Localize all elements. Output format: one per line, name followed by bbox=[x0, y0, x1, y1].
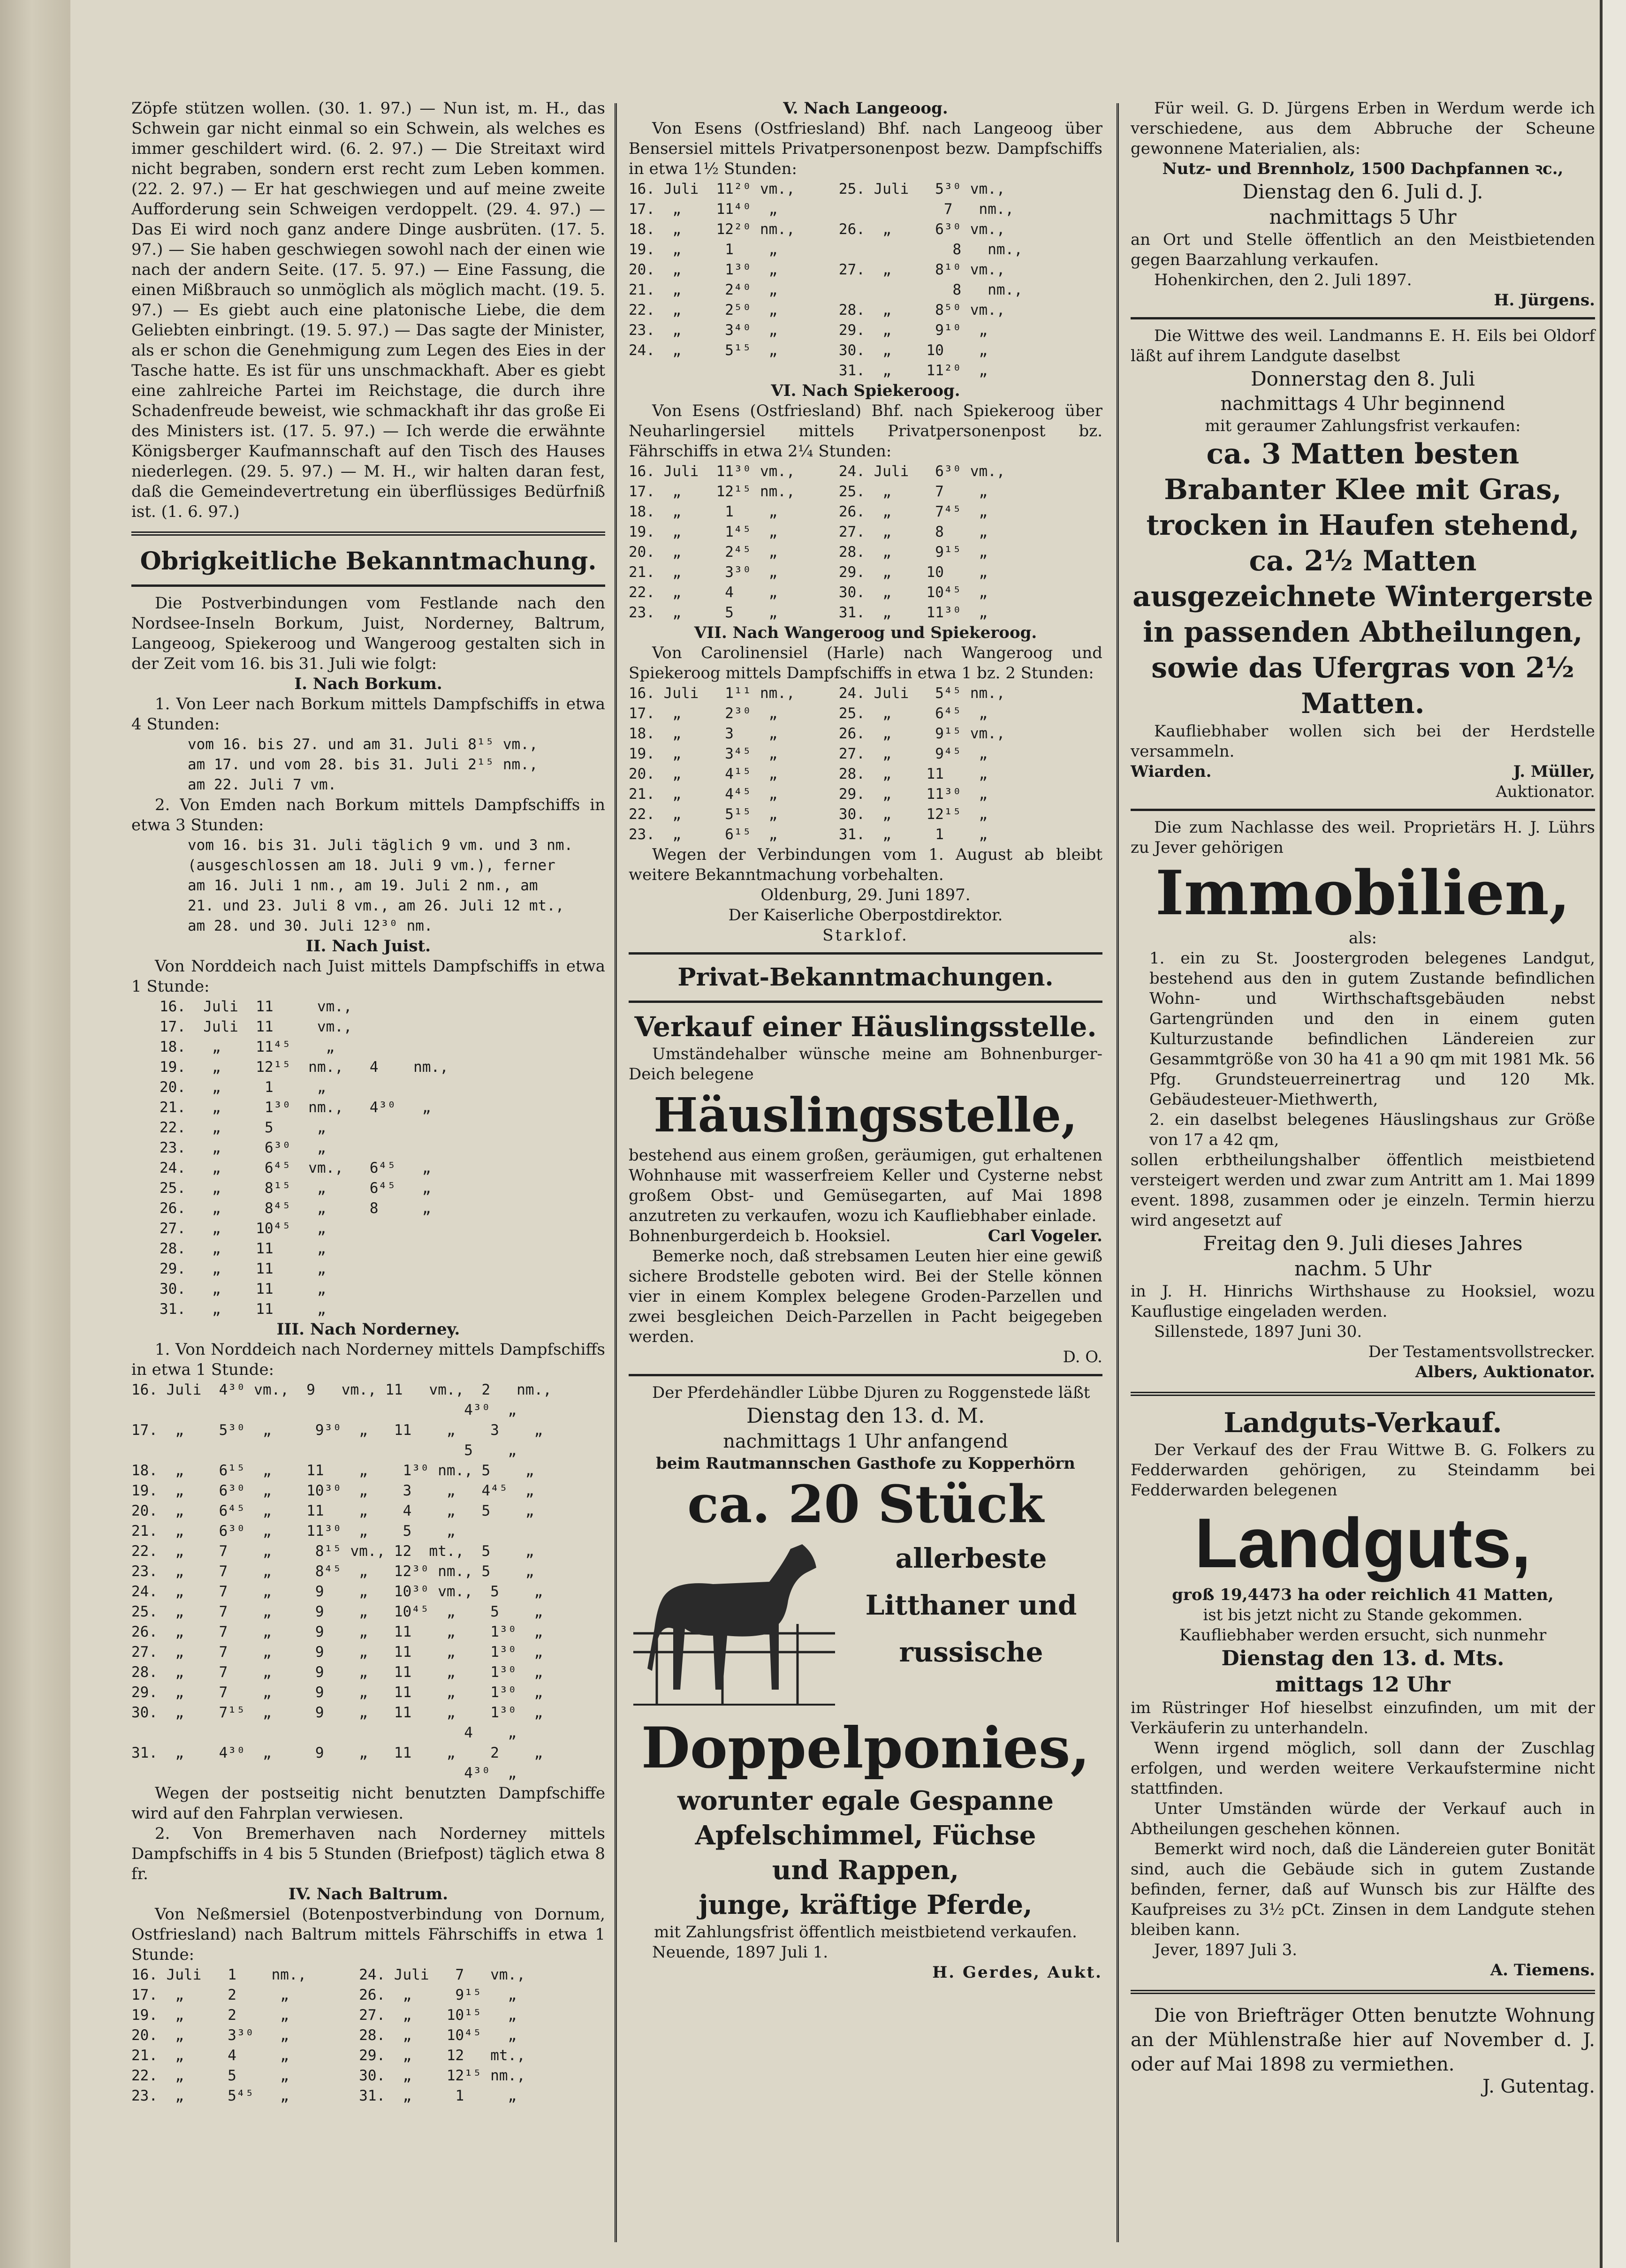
ad-signature: H. Gerdes, Aukt. bbox=[932, 1963, 1102, 1982]
ad-signature: D. O. bbox=[1063, 1348, 1102, 1366]
section-title-spiekeroog: VI. Nach Spiekeroog. bbox=[771, 381, 960, 400]
ad-text: ist bis jetzt nicht zu Stande gekommen. bbox=[1203, 1606, 1523, 1624]
book-binding bbox=[0, 0, 70, 2268]
section-title-langeoog: V. Nach Langeoog. bbox=[783, 99, 948, 118]
ad-text: im Rüstringer Hof hieselbst einzufinden, um mit der Verkäuferin zu unterhandeln. bbox=[1131, 1699, 1595, 1737]
note-text: Wegen der Verbindungen vom 1. August ab bleibt weitere Bekanntmachung vorbehalten. bbox=[629, 845, 1102, 884]
ad-place: Jever, 1897 Juli 3. bbox=[1154, 1941, 1298, 1959]
schedule-table: 16. Juli 11²⁰ vm., 25. Juli 5³⁰ vm., 17. „ 11⁴⁰ „ 7 nm., 18. „ 12²⁰ nm., 26. „ 6³⁰ vm., 19. „ 1 „ 8 nm., 20. „ 1³⁰ „ 27. „ 8¹⁰ vm., 21. „ 2⁴⁰ „ 8 nm., 22. „ 2⁵⁰ „ 28. „ 8⁵⁰ vm., 23. „ 3⁴⁰ „ 29. „ 9¹⁰ „ 24. „ 5¹⁵ „ 30. „ 10 „ 31. „ 11²⁰ „ bbox=[629, 181, 1023, 379]
ad-text: als: bbox=[1348, 929, 1377, 948]
schedule-table: 16. Juli 4³⁰ vm., 9 vm., 11 vm., 2 nm., 4³⁰ „ 17. „ 5³⁰ „ 9³⁰ „ 11 „ 3 „ 5 „ 18. „ 6¹⁵ „ 11 „ 1³⁰ nm., 5 „ 19. „ 6³⁰ „ 10³⁰ „ 3 „ 4⁴⁵ „ 20. „ 6⁴⁵ „ 11 „ 4 „ 5 „ 21. „ 6³⁰ „ 11³⁰ „ 5 „ 22. „ 7 „ 8¹⁵ vm., 12 mt., 5 „ 23. „ 7 „ 8⁴⁵ „ 12³⁰ nm., 5 „ 24. „ 7 „ 9 „ 10³⁰ vm., 5 „ 25. „ 7 „ 9 „ 10⁴⁵ „ 5 „ 26. „ 7 „ 9 „ 11 „ 1³⁰ „ 27. „ 7 „ 9 „ 11 „ 1³⁰ „ 28. „ 7 „ 9 „ 11 „ 1³⁰ „ 29. „ 7 „ 9 „ 11 „ 1³⁰ „ 30. „ 7¹⁵ „ 9 „ 11 „ 1³⁰ „ 4 „ 31. „ 4³⁰ „ 9 „ 11 „ 2 „ 4³⁰ „ bbox=[131, 1381, 552, 1782]
ad-date: Donnerstag den 8. Juli bbox=[1250, 367, 1475, 390]
official-signature: Starklof. bbox=[822, 926, 909, 945]
note-text: Wegen der postseitig nicht benutzten Dampfschiffe wird auf den Fahrplan verwiesen. bbox=[131, 1784, 605, 1823]
section-title-juist: II. Nach Juist. bbox=[305, 937, 431, 956]
column-rule bbox=[1117, 103, 1119, 2242]
section-title-wangeroog: VII. Nach Wangeroog und Spiekeroog. bbox=[694, 623, 1037, 642]
ad-signature: J. Gutentag. bbox=[1482, 2076, 1595, 2097]
ad-time: mittags 12 Uhr bbox=[1275, 1673, 1451, 1697]
quotes-paragraph: Zöpfe stützen wollen. (30. 1. 97.) — Nun ist, m. H., das Schwein gar nicht einmal so ein Schwein, als welches es immer geschildert wird. (6. 2. 97.) — Die Streitaxt wird nicht begraben, sondern erst recht zum Leben kommen. (22. 2. 97.) — Er hat geschwiegen und auf meine zweite Aufforderung sein Schweigen verdoppelt. (29. 4. 97.) — Das Ei wird noch ganz andere Dinge ausbrüten. (17. 5. 97.) — Sie haben geschwiegen sowohl nach der einen wie nach der andern Seite. (17. 5. 97.) — Eine Fassung, die einen Mißbrauch so unmöglich als möglich macht. (19. 5. 97.) — Es giebt auch eine platonische Liebe, die dem Geliebten einbringt. (19. 5. 97.) — Das sagte der Minister, als er schon die Genehmigung zum Legen des Eies in der Tasche hatte. Es ist für uns unschmackhaft. Aber es giebt eine zahlreiche Partei im Reichstage, die durch ihre Schadenfreude beweist, wie schmackhaft ihr das große Ei des Ministers ist. (17. 5. 97.) — Ich werde die erwähnte Königsberger Kaufmannschaft auf den Tisch des Hauses niederlegen. (29. 5. 97.) — M. H., wir halten daran fest, daß die Gemeindevertretung ein überflüssiges Bedürfniß ist. (1. 6. 97.) bbox=[131, 99, 605, 521]
section-title-borkum: I. Nach Borkum. bbox=[294, 675, 442, 693]
private-heading: Privat-Bekanntmachungen. bbox=[677, 963, 1054, 992]
route-text: Von Norddeich nach Juist mittels Dampfschiffs in etwa 1 Stunde: bbox=[131, 957, 605, 996]
ad-text: Umständehalber wünsche meine am Bohnenburger-Deich belegene bbox=[629, 1045, 1102, 1084]
route-text: 2. Von Emden nach Borkum mittels Dampfschiffs in etwa 3 Stunden: bbox=[131, 796, 605, 834]
schedule-text: vom 16. bis 31. Juli täglich 9 vm. und 3 nm. (ausgeschlossen am 18. Juli 9 vm.), ferner am 16. Juli 1 nm., am 19. Juli 2 nm., am 21. und 23. Juli 8 vm., am 26. Juli 12 mt., am 28. und 30. Juli 12³⁰ nm. bbox=[188, 837, 573, 934]
ad-text: Die Wittwe des weil. Landmanns E. H. Eils bei Oldorf läßt auf ihrem Landgute daselbst bbox=[1131, 326, 1595, 365]
ad-place: Wiarden. bbox=[1131, 762, 1212, 781]
ad-place: Neuende, 1897 Juli 1. bbox=[652, 1943, 828, 1962]
ad-text: bestehend aus einem großen, geräumigen, gut erhaltenen Wohnhause mit wasserfreiem Keller und Cysterne nebst großem Obst- und Gemüsegarten, auf Mai 1898 anzutreten zu verkaufen, wozu ich Kaufliebhaber einlade. bbox=[629, 1146, 1102, 1225]
official-heading: Obrigkeitliche Bekanntmachung. bbox=[140, 547, 597, 576]
divider bbox=[131, 584, 605, 587]
authority: Der Kaiserliche Oberpostdirektor. bbox=[728, 906, 1003, 925]
divider bbox=[131, 531, 605, 536]
route-text: Von Carolinensiel (Harle) nach Wangeroog und Spiekeroog mittels Dampfschiffs in etwa 1 bz. 2 Stunden: bbox=[629, 644, 1102, 683]
route-text: Von Esens (Ostfriesland) Bhf. nach Spiekeroog über Neuharlingersiel mittels Privatpersonenpost bz. Fährschiffs in etwa 2¼ Stunden: bbox=[629, 402, 1102, 461]
route-text: 1. Von Norddeich nach Norderney mittels Dampfschiffs in etwa 1 Stunde: bbox=[131, 1340, 605, 1379]
ad-title: Landguts-Verkauf. bbox=[1223, 1407, 1502, 1439]
ad-time: nachmittags 5 Uhr bbox=[1269, 205, 1457, 228]
divider bbox=[1131, 809, 1595, 811]
ad-text: mit geraumer Zahlungsfrist verkaufen: bbox=[1205, 417, 1521, 435]
ad-signature: H. Jürgens. bbox=[1494, 291, 1595, 310]
ad-line: allerbeste bbox=[895, 1542, 1047, 1574]
ad-text: Kaufliebhaber wollen sich bei der Herdstelle versammeln. bbox=[1131, 722, 1595, 761]
ad-signature: A. Tiemens. bbox=[1490, 1961, 1595, 1980]
schedule-text: vom 16. bis 27. und am 31. Juli 8¹⁵ vm., am 17. und vom 28. bis 31. Juli 2¹⁵ nm., am 22. Juli 7 vm. bbox=[188, 736, 538, 793]
ad-signature-title: Auktionator. bbox=[1496, 782, 1595, 801]
ad-signature: Albers, Auktionator. bbox=[1415, 1363, 1595, 1381]
ad-title: Verkauf einer Häuslingsstelle. bbox=[634, 1011, 1097, 1043]
ad-signature: J. Müller, bbox=[1513, 762, 1595, 781]
ad-horse-text bbox=[840, 1535, 1102, 1676]
ad-location: beim Rautmannschen Gasthofe zu Kopperhörn bbox=[656, 1454, 1075, 1473]
ad-date: Dienstag den 13. d. M. bbox=[746, 1404, 985, 1428]
ad-text: an Ort und Stelle öffentlich an den Meistbietenden gegen Baarzahlung verkaufen. bbox=[1131, 230, 1595, 269]
schedule-table: 16. Juli 11³⁰ vm., 24. Juli 6³⁰ vm., 17. „ 12¹⁵ nm., 25. „ 7 „ 18. „ 1 „ 26. „ 7⁴⁵ „ 19. „ 1⁴⁵ „ 27. „ 8 „ 20. „ 2⁴⁵ „ 28. „ 9¹⁵ „ 21. „ 3³⁰ „ 29. „ 10 „ 22. „ 4 „ 30. „ 10⁴⁵ „ 23. „ 5 „ 31. „ 11³⁰ „ bbox=[629, 463, 1005, 621]
horse-block bbox=[629, 1535, 1102, 1713]
ad-date: Dienstag den 13. d. Mts. bbox=[1221, 1646, 1504, 1670]
ad-text: groß 19,4473 ha oder reichlich 41 Matten, bbox=[1172, 1585, 1554, 1604]
section-title-baltrum: IV. Nach Baltrum. bbox=[288, 1885, 448, 1904]
route-text: 1. Von Leer nach Borkum mittels Dampfschiffs in etwa 4 Stunden: bbox=[131, 695, 605, 734]
column-rule bbox=[615, 103, 617, 2242]
divider bbox=[1131, 1392, 1595, 1396]
ad-line: worunter egale Gespanne bbox=[677, 1785, 1054, 1816]
ad-line: junge, kräftige Pferde, bbox=[699, 1889, 1033, 1920]
divider bbox=[629, 952, 1102, 955]
column-right bbox=[1131, 99, 1595, 2097]
divider bbox=[1131, 1990, 1595, 1994]
ad-text: Bemerkt wird noch, daß die Ländereien guter Bonität sind, auch die Gebäude sich in gutem Zustande befinden, ferner, daß auf Wunsch bis zur Hälfte des Kaufpreises zu 3½ pCt. Zinsen in dem Landgute stehen bleiben kann. bbox=[1131, 1840, 1595, 1939]
ad-text: Wenn irgend möglich, soll dann der Zuschlag erfolgen, und werden weitere Verkaufstermine nicht stattfinden. bbox=[1131, 1739, 1595, 1798]
ad-text: Der Pferdehändler Lübbe Djuren zu Roggenstede läßt bbox=[652, 1383, 1090, 1402]
ad-text: Der Verkauf des der Frau Wittwe B. G. Folkers zu Fedderwarden gehörigen, zu Steindamm bei Fedderwarden belegenen bbox=[1131, 1441, 1595, 1500]
ad-goods: Nutz- und Brennholz, 1500 Dachpfannen ꝛc., bbox=[1162, 159, 1564, 178]
schedule-table: 16. Juli 1¹¹ nm., 24. Juli 5⁴⁵ nm., 17. „ 2³⁰ „ 25. „ 6⁴⁵ „ 18. „ 3 „ 26. „ 9¹⁵ vm., 19. „ 3⁴⁵ „ 27. „ 9⁴⁵ „ 20. „ 4¹⁵ „ 28. „ 11 „ 21. „ 4⁴⁵ „ 29. „ 11³⁰ „ 22. „ 5¹⁵ „ 30. „ 12¹⁵ „ 23. „ 6¹⁵ „ 31. „ 1 „ bbox=[629, 685, 1005, 843]
ad-headline: Häuslingsstelle, bbox=[653, 1087, 1078, 1143]
ad-item: 1. ein zu St. Joostergroden belegenes Landgut, bestehend aus den in gutem Zustande befindlichen Wohn- und Wirthschaftsgebäuden nebst Gartengründen und den in einem guten Kulturzustande befindlichen Ländereien zur Gesammtgröße von 30 ha 41 a 90 qm mit 1981 Mk. 56 Pfg. Grundsteuerreinertrag und 120 Mk. Gebäudesteuer-Miethwerth, bbox=[1149, 949, 1595, 1109]
ad-line: russische bbox=[899, 1636, 1043, 1668]
ad-headline: Landguts, bbox=[1194, 1503, 1531, 1582]
ad-text: Bemerke noch, daß strebsamen Leuten hier eine gewiß sichere Brodstelle geboten wird. Bei der Stelle können vier in einem Komplex belegene Groden-Parzellen und zwei besgleichen Deich-Parzellen in Pacht beigegeben werden. bbox=[629, 1247, 1102, 1346]
ad-time: nachmittags 4 Uhr beginnend bbox=[1220, 393, 1505, 415]
ad-item: 2. ein daselbst belegenes Häuslingshaus zur Größe von 17 a 42 qm, bbox=[1149, 1110, 1595, 1149]
section-title-norderney: III. Nach Norderney. bbox=[276, 1320, 460, 1339]
ad-date: Freitag den 9. Juli dieses Jahres bbox=[1203, 1232, 1523, 1255]
ad-text: Kaufliebhaber werden ersucht, sich nunmehr bbox=[1179, 1626, 1547, 1645]
ad-line: und Rappen, bbox=[772, 1855, 959, 1886]
divider bbox=[1131, 317, 1595, 319]
ad-text: Die von Briefträger Otten benutzte Wohnung an der Mühlenstraße hier auf November d. J. oder auf Mai 1898 zu vermiethen. bbox=[1131, 2005, 1595, 2075]
ad-text: sollen erbtheilungshalber öffentlich meistbietend versteigert werden und zwar zum Antritt am 1. Mai 1899 event. 1898, zusammen oder je einzeln. Termin hierzu wird angesetzt auf bbox=[1131, 1151, 1595, 1230]
ad-signature: Carl Vogeler. bbox=[988, 1227, 1102, 1245]
route-text: Von Neßmersiel (Botenpostverbindung von Dornum, Ostfriesland) nach Baltrum mittels Fährschiffs in etwa 1 Stunde: bbox=[131, 1905, 605, 1964]
route-text: 2. Von Bremerhaven nach Norderney mittels Dampfschiffs in 4 bis 5 Stunden (Briefpost) täglich etwa 8 fr. bbox=[131, 1824, 605, 1883]
ad-place: Sillenstede, 1897 Juni 30. bbox=[1154, 1322, 1362, 1341]
page-content bbox=[108, 70, 1595, 2242]
column-middle bbox=[629, 99, 1102, 1983]
ad-headline: ca. 20 Stück bbox=[687, 1474, 1044, 1534]
ad-place: Hohenkirchen, den 2. Juli 1897. bbox=[1154, 271, 1412, 289]
column-left bbox=[131, 99, 605, 2106]
schedule-table: 16. Juli 1 nm., 24. Juli 7 vm., 17. „ 2 „ 26. „ 9¹⁵ „ 19. „ 2 „ 27. „ 10¹⁵ „ 20. „ 3³⁰ „ 28. „ 10⁴⁵ „ 21. „ 4 „ 29. „ 12 mt., 22. „ 5 „ 30. „ 12¹⁵ nm., 23. „ 5⁴⁵ „ 31. „ 1 „ bbox=[131, 1966, 525, 2104]
ad-date: Dienstag den 6. Juli d. J. bbox=[1242, 180, 1483, 203]
ad-line: Litthaner und bbox=[865, 1589, 1077, 1621]
ad-headline: Doppelponies, bbox=[641, 1715, 1090, 1781]
divider bbox=[629, 1001, 1102, 1003]
page-edge bbox=[1600, 0, 1626, 2268]
ad-headline: ca. 3 Matten besten Brabanter Klee mit Gras, trocken in Haufen stehend, ca. 2½ Matten ausgezeichnete Wintergerste in passenden Abtheilungen, sowie das Ufergras von 2½ Matten. bbox=[1132, 438, 1593, 720]
ad-text: Für weil. G. D. Jürgens Erben in Werdum werde ich verschiedene, aus dem Abbruche der Scheune gewonnene Materialien, als: bbox=[1131, 99, 1595, 158]
ad-headline: Immobilien, bbox=[1155, 857, 1571, 929]
schedule-table: 16. Juli 11 vm., 17. Juli 11 vm., 18. „ 11⁴⁵ „ 19. „ 12¹⁵ nm., 4 nm., 20. „ 1 „ 21. „ 1³⁰ nm., 4³⁰ „ 22. „ 5 „ 23. „ 6³⁰ „ 24. „ 6⁴⁵ vm., 6⁴⁵ „ 25. „ 8¹⁵ „ 6⁴⁵ „ 26. „ 8⁴⁵ „ 8 „ 27. „ 10⁴⁵ „ 28. „ 11 „ 29. „ 11 „ 30. „ 11 „ 31. „ 11 „ bbox=[160, 998, 448, 1318]
ad-text: Unter Umständen würde der Verkauf auch in Abtheilungen geschehen können. bbox=[1131, 1799, 1595, 1838]
ad-line: Apfelschimmel, Füchse bbox=[695, 1820, 1036, 1851]
ad-place: Bohnenburgerdeich b. Hooksiel. bbox=[629, 1227, 891, 1245]
ad-time: nachmittags 1 Uhr anfangend bbox=[723, 1431, 1008, 1452]
lead-paragraph: Die Postverbindungen vom Festlande nach den Nordsee-Inseln Borkum, Juist, Norderney, Baltrum, Langeoog, Spiekeroog und Wangeroog gestalten sich in der Zeit vom 16. bis 31. Juli wie folgt: bbox=[131, 594, 605, 673]
divider bbox=[629, 1374, 1102, 1376]
dateline: Oldenburg, 29. Juni 1897. bbox=[760, 886, 971, 904]
ad-text: Die zum Nachlasse des weil. Proprietärs H. J. Lührs zu Jever gehörigen bbox=[1131, 818, 1595, 857]
ad-text: in J. H. Hinrichs Wirthshause zu Hooksiel, wozu Kauflustige eingeladen werden. bbox=[1131, 1282, 1595, 1321]
ad-role: Der Testamentsvollstrecker. bbox=[1368, 1343, 1595, 1361]
ad-text: mit Zahlungsfrist öffentlich meistbietend verkaufen. bbox=[654, 1923, 1077, 1942]
horse-illustration bbox=[629, 1535, 840, 1713]
route-text: Von Esens (Ostfriesland) Bhf. nach Langeoog über Bensersiel mittels Privatpersonenpost bezw. Dampfschiffs in etwa 1½ Stunden: bbox=[629, 119, 1102, 178]
ad-time: nachm. 5 Uhr bbox=[1294, 1257, 1431, 1280]
